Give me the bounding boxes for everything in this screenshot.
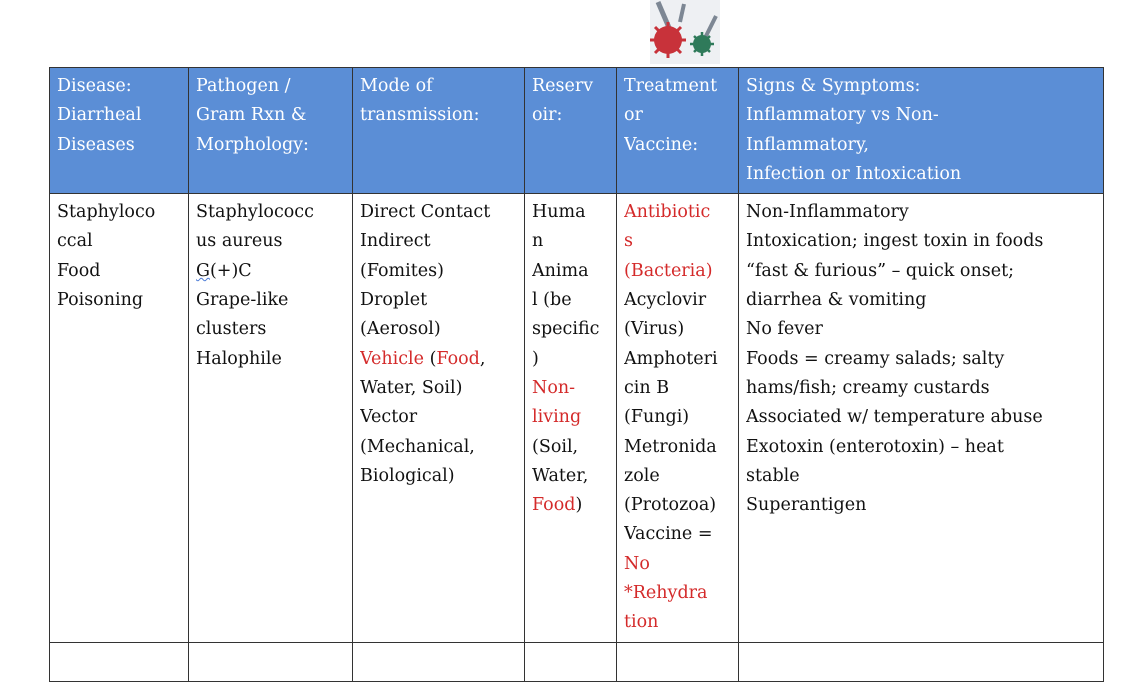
cell-text: ): [532, 348, 539, 369]
cell-text: No fever: [746, 319, 823, 340]
cell-pathogen: [189, 194, 353, 642]
cell-text: Water, Soil): [360, 377, 463, 398]
cell-reservoir: [525, 194, 617, 642]
cell-text: ,: [479, 348, 486, 369]
cell-text: Acyclovir: [624, 290, 707, 311]
cell-text: Indirect: [360, 231, 431, 252]
cell-text: (Protozoa): [624, 495, 717, 516]
cell-empty: [50, 642, 189, 681]
table-row-partial: [50, 642, 1104, 681]
cell-text: living: [532, 407, 582, 428]
cell-text: zole: [624, 465, 660, 486]
header-signs: [739, 68, 1104, 194]
cell-text: Metronida: [624, 436, 717, 457]
cell-text: (Soil,: [532, 436, 579, 457]
cell-text: Staphyloco: [57, 202, 156, 223]
cell-text: Non-Inflammatory: [746, 202, 909, 223]
header-text: Vaccine:: [624, 134, 699, 155]
header-text: Diarrheal: [57, 105, 142, 126]
cell-treatment: [617, 194, 739, 642]
header-text: Reserv: [532, 76, 594, 96]
vehicle-line: [360, 345, 518, 374]
cell-empty: [617, 642, 739, 681]
header-text: Mode of: [360, 76, 433, 96]
header-text: Treatment: [624, 76, 718, 96]
cell-disease: [50, 194, 189, 642]
cell-text: Biological): [360, 465, 455, 486]
header-text: Morphology:: [196, 134, 309, 155]
cell-empty: [525, 642, 617, 681]
cell-text: *Rehydra: [624, 583, 708, 604]
cell-text: Vector: [360, 407, 418, 428]
vehicle-text: Vehicle: [360, 348, 425, 369]
cell-text: Poisoning: [57, 290, 144, 311]
virus-syringe-icon: [640, 0, 732, 64]
cell-text: ): [575, 495, 583, 516]
header-text: Pathogen /: [196, 76, 291, 96]
header-text: Gram Rxn &: [196, 105, 307, 126]
gram-shape: (+)C: [209, 260, 252, 281]
header-text: or: [624, 105, 643, 126]
cell-text: Direct Contact: [360, 202, 491, 223]
cell-empty: [739, 642, 1104, 681]
cell-text: us aureus: [196, 231, 283, 252]
header-reservoir: [525, 68, 617, 194]
disease-table: [49, 67, 1104, 682]
cell-text: Halophile: [196, 348, 282, 369]
header-text: Diseases: [57, 134, 135, 155]
cell-text: Huma: [532, 202, 586, 223]
header-disease: [50, 68, 189, 194]
cell-text: Intoxication; ingest toxin in foods: [746, 231, 1044, 252]
cell-text: (Bacteria): [624, 260, 713, 281]
table-row: [50, 194, 1104, 642]
cell-text: s: [624, 231, 633, 252]
cell-text: Exotoxin (enterotoxin) – heat: [746, 436, 1004, 457]
cell-text: cin B: [624, 377, 670, 398]
cell-text: Anima: [532, 260, 589, 281]
header-pathogen: [189, 68, 353, 194]
cell-text: (Fomites): [360, 260, 444, 281]
reservoir-food-line: [532, 491, 610, 520]
cell-text: l (be: [532, 290, 572, 311]
cell-text: diarrhea & vomiting: [746, 290, 927, 311]
header-text: Inflammatory vs Non-: [746, 105, 939, 126]
virus-syringe-logo: [640, 0, 732, 64]
cell-text: Associated w/ temperature abuse: [746, 407, 1043, 428]
cell-text: (Fungi): [624, 407, 690, 428]
cell-text: Grape-like: [196, 290, 289, 311]
cell-text: stable: [746, 465, 800, 486]
food-text: Food: [436, 348, 480, 369]
cell-text: specific: [532, 319, 600, 340]
cell-text: Food: [57, 260, 101, 281]
cell-text: tion: [624, 612, 659, 633]
cell-text: (Mechanical,: [360, 436, 475, 457]
header-text: Signs & Symptoms:: [746, 76, 921, 96]
cell-text: ccal: [57, 231, 93, 252]
cell-transmission: [353, 194, 525, 642]
cell-text: n: [532, 231, 544, 252]
food-text: Food: [532, 495, 576, 516]
cell-text: (Aerosol): [360, 319, 441, 340]
cell-empty: [353, 642, 525, 681]
header-text: oir:: [532, 105, 563, 126]
cell-empty: [189, 642, 353, 681]
cell-text: (: [424, 348, 437, 369]
header-text: Infection or Intoxication: [746, 163, 962, 184]
cell-text: Superantigen: [746, 495, 867, 516]
gram-letter: G: [196, 260, 210, 281]
header-transmission: [353, 68, 525, 194]
header-text: Inflammatory,: [746, 134, 869, 155]
cell-text: Staphylococc: [196, 202, 314, 223]
cell-text: Non-: [532, 377, 576, 398]
cell-text: Vaccine =: [624, 524, 713, 545]
cell-text: Amphoteri: [624, 348, 718, 369]
header-text: Disease:: [57, 76, 132, 96]
cell-text: Foods = creamy salads; salty: [746, 348, 1005, 369]
header-row: [50, 68, 1104, 194]
cell-text: No: [624, 553, 650, 574]
gram-reaction: [196, 257, 346, 286]
header-text: transmission:: [360, 105, 480, 126]
cell-text: (Virus): [624, 319, 685, 340]
cell-text: clusters: [196, 319, 267, 340]
cell-signs: [739, 194, 1104, 642]
cell-text: Antibiotic: [624, 202, 711, 223]
cell-text: hams/fish; creamy custards: [746, 377, 990, 398]
cell-text: Water,: [532, 465, 589, 486]
cell-text: Droplet: [360, 290, 428, 311]
cell-text: “fast & furious” – quick onset;: [746, 260, 1015, 281]
header-treatment: [617, 68, 739, 194]
